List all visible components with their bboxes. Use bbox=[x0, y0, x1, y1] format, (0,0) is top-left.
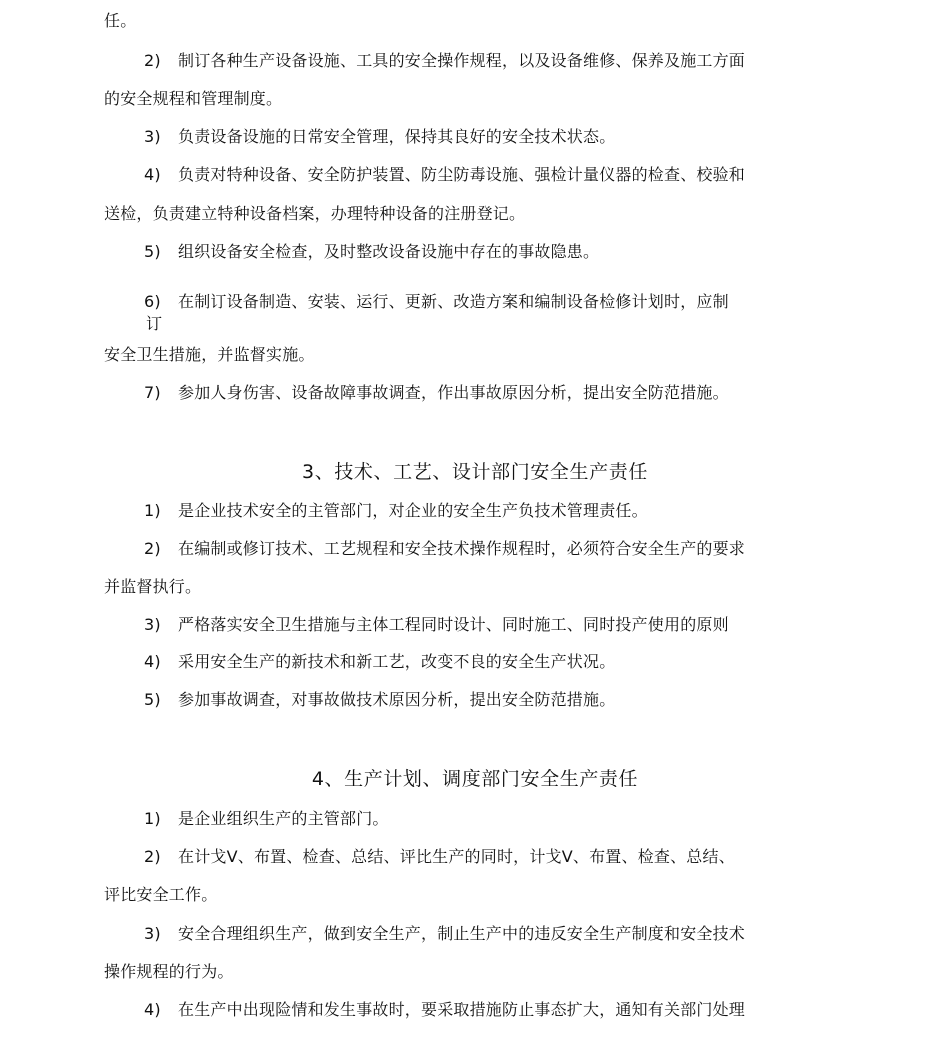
list-text: 是企业组织生产的主管部门。 bbox=[178, 809, 389, 828]
section-heading: 3、技术、工艺、设计部门安全生产责任 bbox=[302, 461, 648, 483]
list-item bbox=[144, 51, 745, 71]
list-item bbox=[144, 1000, 745, 1020]
list-text: 采用安全生产的新技术和新工艺，改变不良的安全生产状况。 bbox=[178, 652, 616, 671]
list-item-wrap: 订 bbox=[146, 314, 163, 333]
list-item-continuation: 的安全规程和管理制度。 bbox=[104, 89, 283, 108]
list-item bbox=[144, 615, 729, 635]
list-item-continuation: 操作规程的行为。 bbox=[104, 962, 234, 981]
list-text: 在编制或修订技术、工艺规程和安全技术操作规程时，必须符合安全生产的要求 bbox=[178, 539, 746, 558]
list-number: 4) bbox=[144, 165, 161, 184]
list-number: 2) bbox=[144, 539, 161, 558]
list-item bbox=[144, 292, 729, 312]
list-text: 参加人身伤害、设备故障事故调查，作出事故原因分析，提出安全防范措施。 bbox=[178, 383, 729, 402]
list-item bbox=[144, 924, 745, 944]
paragraph-tail: 任。 bbox=[104, 11, 137, 30]
list-number: 2) bbox=[144, 847, 161, 866]
list-item-continuation: 送检，负责建立特种设备档案，办理特种设备的注册登记。 bbox=[104, 204, 526, 223]
list-text: 负责设备设施的日常安全管理，保持其良好的安全技术状态。 bbox=[178, 127, 616, 146]
list-number: 1) bbox=[144, 809, 161, 828]
list-text: 是企业技术安全的主管部门，对企业的安全生产负技术管理责任。 bbox=[178, 501, 648, 520]
list-text: 参加事故调查，对事故做技术原因分析，提出安全防范措施。 bbox=[178, 690, 616, 709]
list-number: 5) bbox=[144, 242, 161, 261]
list-number: 4) bbox=[144, 1000, 161, 1019]
list-item-continuation: 并监督执行。 bbox=[104, 577, 202, 596]
list-number: 7) bbox=[144, 383, 161, 402]
list-item bbox=[144, 847, 735, 867]
section-heading: 4、生产计划、调度部门安全生产责任 bbox=[311, 768, 639, 790]
list-number: 2) bbox=[144, 51, 161, 70]
list-item bbox=[144, 501, 648, 521]
list-item bbox=[144, 690, 615, 710]
list-number: 3) bbox=[144, 924, 161, 943]
list-text: 负责对特种设备、安全防护装置、防尘防毒设施、强检计量仪器的检查、校验和 bbox=[178, 165, 746, 184]
list-text: 在制订设备制造、安装、运行、更新、改造方案和编制设备检修计划时，应制 bbox=[178, 292, 729, 311]
list-item bbox=[144, 127, 615, 147]
list-item bbox=[144, 242, 599, 262]
list-number: 1) bbox=[144, 501, 161, 520]
list-item bbox=[144, 539, 745, 559]
list-text: 严格落实安全卫生措施与主体工程同时设计、同时施工、同时投产使用的原则 bbox=[178, 615, 729, 634]
list-text: 在生产中出现险情和发生事故时，要采取措施防止事态扩大，通知有关部门处理 bbox=[178, 1000, 746, 1019]
list-item bbox=[144, 165, 745, 185]
list-item bbox=[144, 652, 615, 672]
list-item-continuation: 评比安全工作。 bbox=[104, 885, 218, 904]
list-text: 在计戈V、布置、检查、总结、评比生产的同时，计戈V、布置、检查、总结、 bbox=[178, 847, 735, 866]
list-number: 6) bbox=[144, 292, 161, 311]
list-number: 5) bbox=[144, 690, 161, 709]
list-text: 组织设备安全检查，及时整改设备设施中存在的事故隐患。 bbox=[178, 242, 600, 261]
list-number: 4) bbox=[144, 652, 161, 671]
list-text: 安全合理组织生产，做到安全生产，制止生产中的违反安全生产制度和安全技术 bbox=[178, 924, 746, 943]
list-item bbox=[144, 809, 389, 829]
list-number: 3) bbox=[144, 615, 161, 634]
list-item-continuation: 安全卫生措施，并监督实施。 bbox=[104, 345, 315, 364]
list-number: 3) bbox=[144, 127, 161, 146]
list-text: 制订各种生产设备设施、工具的安全操作规程，以及设备维修、保养及施工方面 bbox=[178, 51, 746, 70]
list-item bbox=[144, 383, 729, 403]
